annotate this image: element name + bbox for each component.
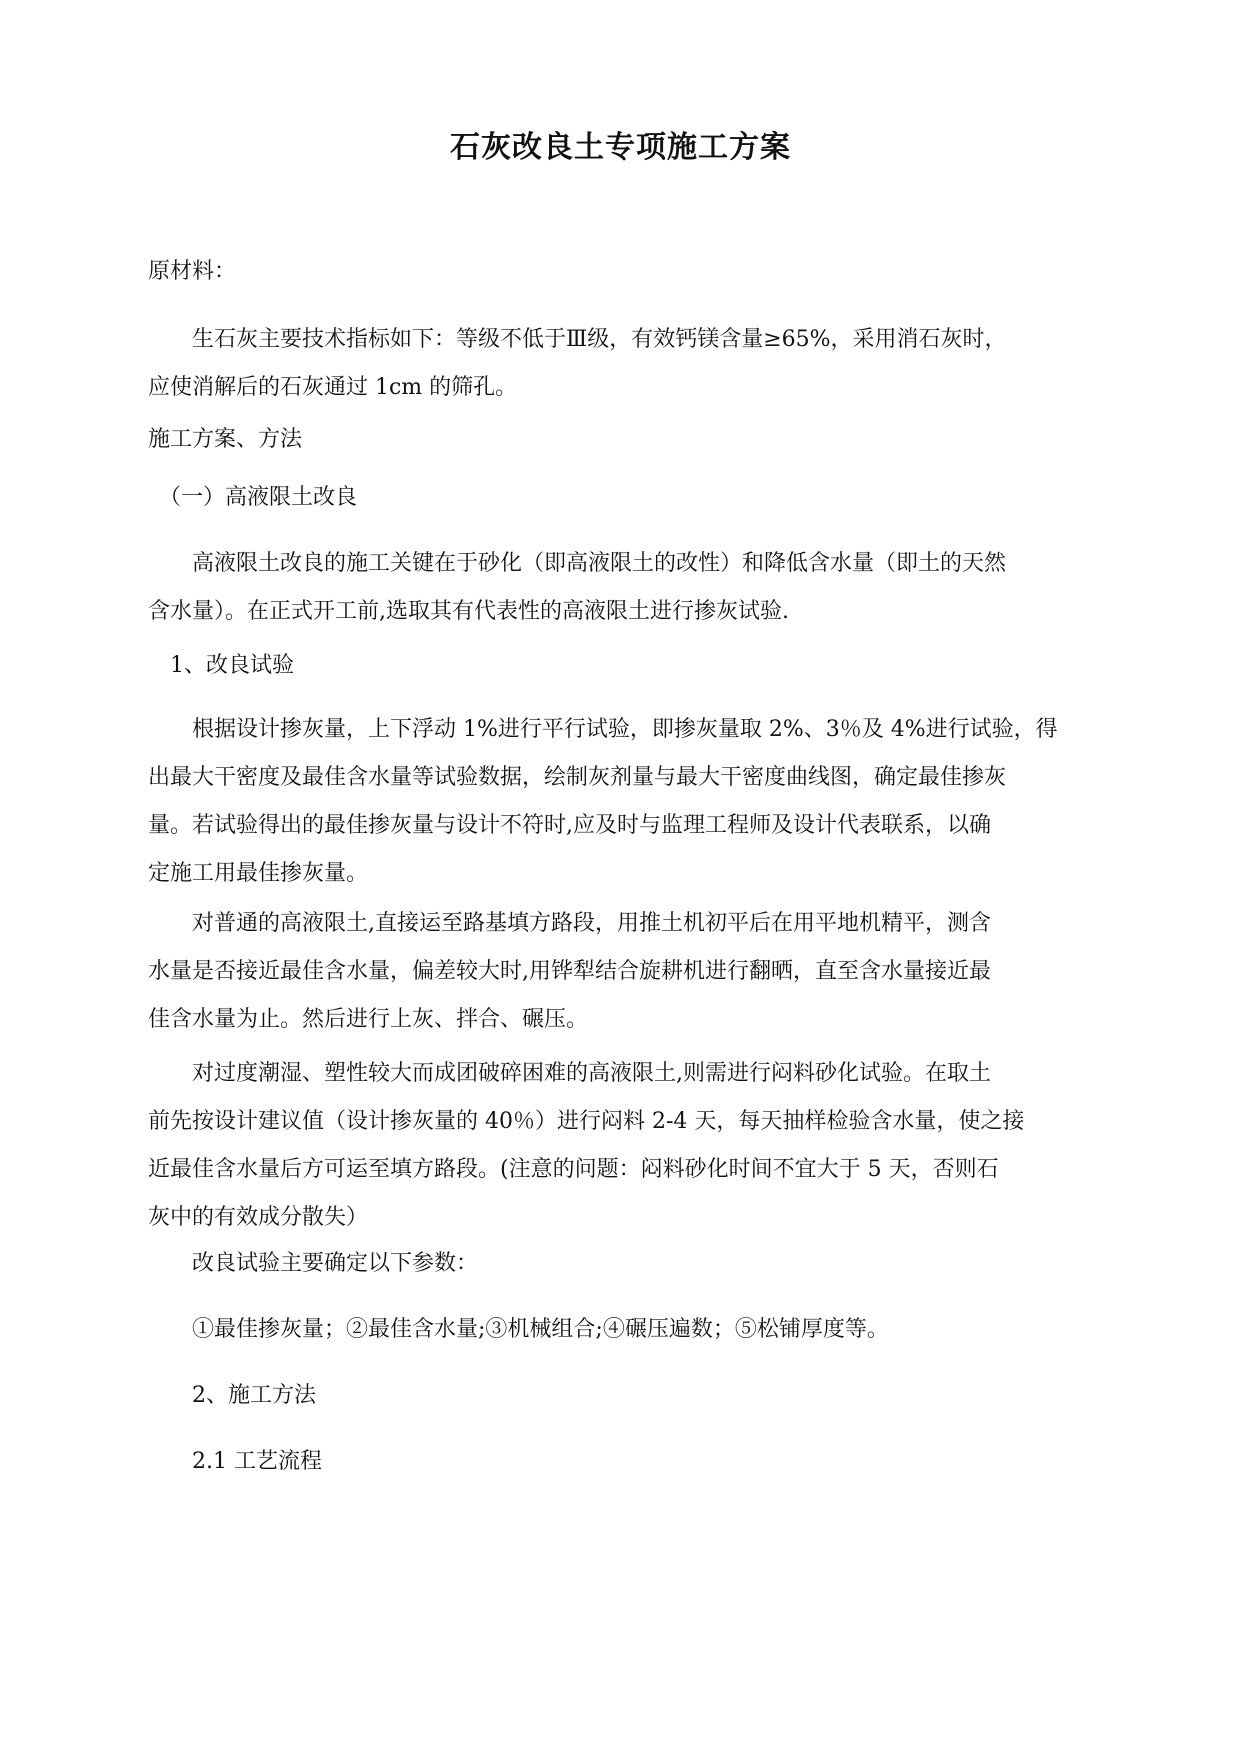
paragraph-ordinary-soil bbox=[148, 900, 1113, 1044]
subheading-process-flow bbox=[148, 1438, 1113, 1486]
text-line: 近最佳含水量后方可运至填方路段。(注意的问题：闷料砂化时间不宜大于 5 天，否则石 bbox=[148, 1157, 999, 1182]
text-line: 根据设计掺灰量，上下浮动 1%进行平行试验，即掺灰量取 2%、3％及 4%进行试验，得 bbox=[148, 717, 1058, 742]
paragraph-test-parameters-list bbox=[148, 1306, 1113, 1354]
paragraph-design-lime-dosage bbox=[148, 706, 1113, 898]
text-line: 改良试验主要确定以下参数： bbox=[148, 1251, 479, 1276]
subheading-construction-method bbox=[148, 1372, 1113, 1420]
text-line: （一）高液限土改良 bbox=[148, 485, 358, 510]
document-title: 石灰改良土专项施工方案 bbox=[450, 130, 791, 165]
text-line: 应使消解后的石灰通过 1cm 的筛孔。 bbox=[148, 375, 518, 400]
subheading-improvement-test bbox=[148, 642, 1113, 690]
text-line: 量。若试验得出的最佳掺灰量与设计不符时,应及时与监理工程师及设计代表联系，以确 bbox=[148, 813, 991, 838]
section-heading-construction-plan bbox=[148, 416, 1113, 464]
text-line: 1、改良试验 bbox=[148, 653, 294, 678]
text-line: 生石灰主要技术指标如下：等级不低于Ⅲ级，有效钙镁含量≥65%，采用消石灰时， bbox=[148, 327, 1007, 352]
text-line: 高液限土改良的施工关键在于砂化（即高液限土的改性）和降低含水量（即土的天然 bbox=[148, 551, 1007, 576]
paragraph-wet-soil bbox=[148, 1050, 1113, 1242]
text-line: 灰中的有效成分散失） bbox=[148, 1205, 369, 1230]
text-line: 施工方案、方法 bbox=[148, 427, 303, 452]
text-line: 定施工用最佳掺灰量。 bbox=[148, 861, 369, 886]
text-line: 含水量）。在正式开工前,选取其有代表性的高液限土进行掺灰试验. bbox=[148, 599, 789, 624]
text-line: 对过度潮湿、塑性较大而成团破碎困难的高液限土,则需进行闷料砂化试验。在取土 bbox=[148, 1061, 991, 1086]
text-line: 水量是否接近最佳含水量，偏差较大时,用铧犁结合旋耕机进行翻晒，直至含水量接近最 bbox=[148, 959, 991, 984]
text-line: 出最大干密度及最佳含水量等试验数据，绘制灰剂量与最大干密度曲线图，确定最佳掺灰 bbox=[148, 765, 1007, 790]
subheading-high-liquid-limit-soil bbox=[148, 474, 1113, 522]
paragraph-quicklime-spec bbox=[148, 316, 1113, 412]
text-line: 2、施工方法 bbox=[148, 1383, 316, 1408]
text-line: ①最佳掺灰量；②最佳含水量;③机械组合;④碾压遍数；⑤松铺厚度等。 bbox=[148, 1317, 889, 1342]
paragraph-test-parameters-intro bbox=[148, 1240, 1113, 1288]
paragraph-improvement-key bbox=[148, 540, 1113, 636]
section-heading-raw-materials bbox=[148, 248, 1113, 296]
text-line: 2.1 工艺流程 bbox=[148, 1449, 322, 1474]
text-line: 原材料： bbox=[148, 259, 237, 284]
text-line: 前先按设计建议值（设计掺灰量的 40％）进行闷料 2-4 天，每天抽样检验含水量，使之接 bbox=[148, 1109, 1025, 1134]
text-line: 对普通的高液限土,直接运至路基填方路段，用推土机初平后在用平地机精平，测含 bbox=[148, 911, 991, 936]
text-line: 佳含水量为止。然后进行上灰、拌合、碾压。 bbox=[148, 1007, 589, 1032]
